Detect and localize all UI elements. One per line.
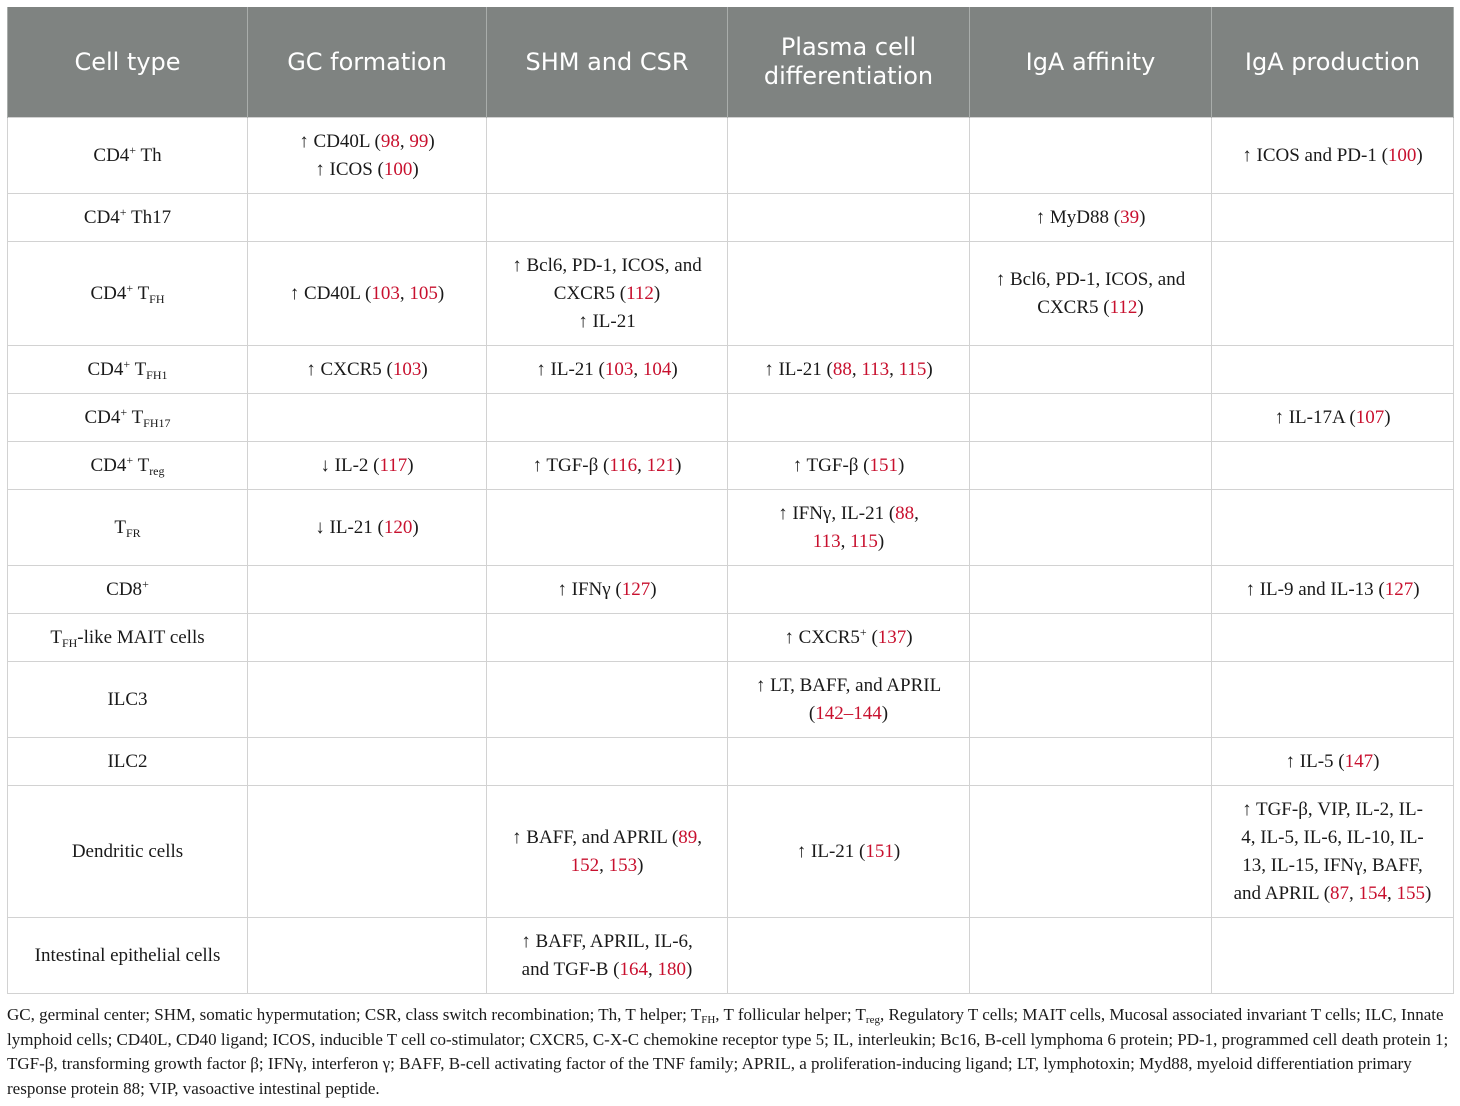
cell-plasma-cell-differentiation xyxy=(728,566,970,614)
cell-shm-csr xyxy=(487,394,728,442)
superscript: + xyxy=(123,356,131,371)
table-row xyxy=(8,918,1454,994)
cell-shm-csr xyxy=(487,662,728,738)
table-row xyxy=(8,442,1454,490)
text-segment: ) xyxy=(1416,144,1423,166)
text-segment: ↑ IL-21 ( xyxy=(796,840,866,862)
cell-shm-csr xyxy=(487,918,728,994)
cell-plasma-cell-differentiation xyxy=(728,738,970,786)
cell-plasma-cell-differentiation xyxy=(728,662,970,738)
text-segment: ↑ BAFF, and APRIL ( xyxy=(512,826,679,848)
reference-number: 147 xyxy=(1344,750,1374,772)
cell-iga-production xyxy=(1212,394,1454,442)
reference-number: 164 xyxy=(619,958,648,980)
cell-shm-csr xyxy=(487,786,728,918)
cell-shm-csr xyxy=(487,118,728,194)
text-segment: ILC3 xyxy=(107,688,148,710)
cell-iga-affinity xyxy=(970,662,1212,738)
cell-gc-formation xyxy=(248,786,487,918)
reference-number: 127 xyxy=(1384,578,1414,600)
cell-gc-formation xyxy=(248,738,487,786)
subscript: reg xyxy=(865,1014,880,1026)
text-segment: ↑ TGF-β, VIP, IL-2, IL- xyxy=(1242,798,1423,820)
reference-number: 113 xyxy=(861,358,890,380)
superscript: + xyxy=(119,204,127,219)
cell-gc-formation xyxy=(248,662,487,738)
cell-iga-production xyxy=(1212,614,1454,662)
text-segment: ↑ ICOS and PD-1 ( xyxy=(1242,144,1388,166)
text-segment: CD4 xyxy=(90,282,127,304)
text-segment: ) xyxy=(898,454,905,476)
text-segment: ) xyxy=(1425,882,1432,904)
text-segment: ) xyxy=(637,854,644,876)
text-segment: CD4 xyxy=(83,206,120,228)
cell-cell-type xyxy=(8,918,248,994)
reference-number: 137 xyxy=(877,626,907,648)
text-segment: ) xyxy=(906,626,913,648)
header-row xyxy=(8,7,1454,118)
text-segment: ) xyxy=(893,840,901,862)
text-segment: CD4 xyxy=(84,406,121,428)
reference-number: 120 xyxy=(383,516,413,538)
cell-cell-type xyxy=(8,242,248,346)
text-segment: and TGF-B ( xyxy=(521,958,620,980)
cell-shm-csr xyxy=(487,614,728,662)
cell-cell-type xyxy=(8,566,248,614)
superscript: + xyxy=(859,624,867,639)
reference-number: 100 xyxy=(1387,144,1417,166)
text-segment: ) xyxy=(671,358,678,380)
cell-iga-affinity xyxy=(970,394,1212,442)
cell-shm-csr xyxy=(487,490,728,566)
text-segment: ↑ IL-21 ( xyxy=(536,358,605,380)
text-segment: ) xyxy=(437,282,445,304)
cell-shm-csr xyxy=(487,442,728,490)
header-iga-affinity: IgA affinity xyxy=(970,7,1212,118)
text-segment: CD8 xyxy=(106,578,143,600)
text-segment: , xyxy=(637,454,647,476)
text-segment: ↑ MyD88 ( xyxy=(1035,206,1121,228)
table-row xyxy=(8,394,1454,442)
table-row xyxy=(8,566,1454,614)
text-segment: ↑ IL-21 xyxy=(578,310,636,332)
table-body xyxy=(8,118,1454,994)
cell-cell-type xyxy=(8,662,248,738)
text-segment: Th xyxy=(136,144,162,166)
cell-iga-affinity xyxy=(970,614,1212,662)
text-segment: ) xyxy=(1137,296,1144,318)
cell-iga-production xyxy=(1212,918,1454,994)
cell-gc-formation xyxy=(248,566,487,614)
cell-plasma-cell-differentiation xyxy=(728,194,970,242)
cell-iga-affinity xyxy=(970,194,1212,242)
superscript: + xyxy=(126,280,134,295)
table-row xyxy=(8,614,1454,662)
subscript: FH xyxy=(61,635,78,650)
cell-shm-csr xyxy=(487,566,728,614)
reference-number: 153 xyxy=(608,854,638,876)
cell-plasma-cell-differentiation xyxy=(728,442,970,490)
text-segment: ↑ TGF-β ( xyxy=(532,454,610,476)
text-segment: , xyxy=(599,854,609,876)
reference-number: 116 xyxy=(609,454,638,476)
reference-number: 115 xyxy=(898,358,927,380)
cell-iga-affinity xyxy=(970,918,1212,994)
reference-number: 103 xyxy=(604,358,634,380)
reference-number: 112 xyxy=(626,282,654,304)
cell-plasma-cell-differentiation xyxy=(728,394,970,442)
cell-plasma-cell-differentiation xyxy=(728,346,970,394)
reference-number: 180 xyxy=(657,958,686,980)
cell-gc-formation xyxy=(248,490,487,566)
reference-number: 88 xyxy=(895,502,915,524)
data-table xyxy=(7,7,1454,994)
text-segment: ↑ LT, BAFF, and APRIL xyxy=(755,674,942,696)
text-segment: 4, IL-5, IL-6, IL-10, IL- xyxy=(1241,826,1424,848)
cell-iga-affinity xyxy=(970,242,1212,346)
text-segment: T xyxy=(130,358,147,380)
text-segment: ↑ IFNγ, IL-21 ( xyxy=(778,502,896,524)
text-segment: Intestinal epithelial cells xyxy=(34,944,221,966)
table-row xyxy=(8,346,1454,394)
text-segment: ) xyxy=(407,454,414,476)
reference-number: 105 xyxy=(409,282,438,304)
reference-number: 155 xyxy=(1396,882,1426,904)
cell-gc-formation xyxy=(248,442,487,490)
table-footnote xyxy=(7,1003,1453,1101)
header-cell-type: Cell type xyxy=(8,7,248,118)
text-segment: ↑ IL-9 and IL-13 ( xyxy=(1245,578,1385,600)
cell-shm-csr xyxy=(487,194,728,242)
text-segment: , xyxy=(840,530,851,552)
cell-cell-type xyxy=(8,490,248,566)
text-segment: ↑ CD40L ( xyxy=(289,282,372,304)
text-segment: ↑ TGF-β ( xyxy=(792,454,870,476)
reference-number: 107 xyxy=(1355,406,1385,428)
cell-iga-affinity xyxy=(970,118,1212,194)
table-header xyxy=(8,7,1454,118)
text-segment: ) xyxy=(1413,578,1420,600)
text-segment: ↑ IL-5 ( xyxy=(1285,750,1345,772)
text-segment: , xyxy=(914,502,919,524)
text-segment: GC, germinal center; SHM, somatic hypermutation; CSR, class switch recombination; Th, T helper; T xyxy=(7,1005,702,1024)
text-segment: ) xyxy=(1373,750,1380,772)
header-iga-production: IgA production xyxy=(1212,7,1454,118)
text-segment: , T follicular helper; T xyxy=(715,1005,866,1024)
cell-cell-type xyxy=(8,194,248,242)
cell-cell-type xyxy=(8,442,248,490)
reference-number: 115 xyxy=(850,530,878,552)
text-segment: ) xyxy=(1384,406,1391,428)
text-segment: CXCR5 ( xyxy=(553,282,627,304)
cell-iga-production xyxy=(1212,118,1454,194)
text-segment: T xyxy=(50,626,62,648)
text-segment: , xyxy=(399,130,410,152)
header-plasma-cell-differentiation: Plasma cell differentiation xyxy=(728,7,970,118)
table-row xyxy=(8,662,1454,738)
cell-gc-formation xyxy=(248,346,487,394)
text-segment: Th17 xyxy=(126,206,172,228)
header-shm-csr: SHM and CSR xyxy=(487,7,728,118)
cell-iga-production xyxy=(1212,662,1454,738)
table-row xyxy=(8,242,1454,346)
text-segment: ↑ CXCR5 ( xyxy=(306,358,393,380)
text-segment: , xyxy=(1387,882,1397,904)
table-row xyxy=(8,738,1454,786)
text-segment: ↑ BAFF, APRIL, IL-6, xyxy=(521,930,693,952)
reference-number: 39 xyxy=(1120,206,1140,228)
cell-plasma-cell-differentiation xyxy=(728,490,970,566)
text-segment: , xyxy=(1349,882,1359,904)
superscript: + xyxy=(120,404,128,419)
text-segment: and APRIL ( xyxy=(1233,882,1331,904)
superscript: + xyxy=(129,142,137,157)
cell-gc-formation xyxy=(248,118,487,194)
text-segment: ) xyxy=(412,516,419,538)
text-segment: ) xyxy=(653,282,661,304)
reference-number: 121 xyxy=(646,454,676,476)
text-segment: ) xyxy=(1139,206,1146,228)
text-segment: , xyxy=(889,358,899,380)
cell-gc-formation xyxy=(248,242,487,346)
text-segment: ↑ Bcl6, PD-1, ICOS, and xyxy=(995,268,1186,290)
cell-iga-affinity xyxy=(970,738,1212,786)
text-segment: ( xyxy=(808,702,816,724)
cell-iga-production xyxy=(1212,442,1454,490)
text-segment: ( xyxy=(866,626,878,648)
text-segment: CD4 xyxy=(90,454,127,476)
text-segment: CD4 xyxy=(87,358,124,380)
reference-number: 142–144 xyxy=(815,702,882,724)
text-segment: 13, IL-15, IFNγ, BAFF, xyxy=(1242,854,1423,876)
text-segment: ↓ IL-21 ( xyxy=(315,516,384,538)
reference-number: 117 xyxy=(379,454,408,476)
text-segment: ) xyxy=(926,358,933,380)
subscript: FH xyxy=(149,291,165,306)
reference-number: 127 xyxy=(621,578,651,600)
cell-iga-production xyxy=(1212,346,1454,394)
reference-number: 89 xyxy=(678,826,698,848)
reference-number: 99 xyxy=(409,130,429,152)
cell-iga-production xyxy=(1212,566,1454,614)
text-segment: , xyxy=(647,958,658,980)
table-row xyxy=(8,118,1454,194)
text-segment: ↑ CXCR5 xyxy=(784,626,860,648)
table-row xyxy=(8,490,1454,566)
text-segment: T xyxy=(133,454,150,476)
text-segment: Dendritic cells xyxy=(71,840,184,862)
cell-cell-type xyxy=(8,614,248,662)
text-segment: ) xyxy=(428,130,435,152)
cell-plasma-cell-differentiation xyxy=(728,918,970,994)
text-segment: ) xyxy=(685,958,693,980)
cell-plasma-cell-differentiation xyxy=(728,614,970,662)
text-segment: ↑ IL-21 ( xyxy=(764,358,833,380)
cell-gc-formation xyxy=(248,918,487,994)
text-segment: , xyxy=(851,358,862,380)
text-segment: ILC2 xyxy=(107,750,148,772)
cell-iga-production xyxy=(1212,490,1454,566)
cell-iga-affinity xyxy=(970,346,1212,394)
text-segment: , xyxy=(633,358,643,380)
reference-number: 87 xyxy=(1330,882,1350,904)
text-segment: , xyxy=(399,282,410,304)
subscript: FH17 xyxy=(143,415,171,430)
cell-iga-affinity xyxy=(970,786,1212,918)
cell-shm-csr xyxy=(487,738,728,786)
text-segment: ) xyxy=(877,530,885,552)
cell-plasma-cell-differentiation xyxy=(728,118,970,194)
cell-cell-type xyxy=(8,118,248,194)
cell-cell-type xyxy=(8,738,248,786)
text-segment: CXCR5 ( xyxy=(1037,296,1110,318)
reference-number: 98 xyxy=(380,130,400,152)
text-segment: , Regulatory T cells; MAIT cells, Mucosal associated invariant T cells; ILC, Innate lymphoid cells; CD40L, CD40 ligand; ICOS, inducible T cell co-stimulator; CXCR5, C-X-C chemokine receptor type 5; IL, interleukin; Bc16, B-cell lymphoma 6 protein; PD-1, programmed cell death protein 1; TGF-β, transforming growth factor β; IFNγ, interferon γ; BAFF, B-cell activating factor of the TNF family; APRIL, a proliferation-inducing ligand; LT, lymphotoxin; Myd88, myeloid differentiation primary response protein 88; VIP, vasoactive intestinal peptide. xyxy=(7,1005,1449,1098)
reference-number: 88 xyxy=(832,358,852,380)
text-segment: ) xyxy=(650,578,657,600)
cell-gc-formation xyxy=(248,194,487,242)
table-row xyxy=(8,786,1454,918)
superscript: + xyxy=(142,576,149,591)
subscript: FH xyxy=(701,1014,716,1026)
cell-cell-type xyxy=(8,394,248,442)
text-segment: ↑ CD40L ( xyxy=(299,130,381,152)
cell-iga-affinity xyxy=(970,442,1212,490)
cell-gc-formation xyxy=(248,614,487,662)
cell-gc-formation xyxy=(248,394,487,442)
cell-iga-production xyxy=(1212,786,1454,918)
subscript: reg xyxy=(149,463,165,478)
cell-plasma-cell-differentiation xyxy=(728,786,970,918)
reference-number: 104 xyxy=(642,358,672,380)
reference-number: 100 xyxy=(383,158,413,180)
cell-iga-production xyxy=(1212,242,1454,346)
text-segment: ↑ IL-17A ( xyxy=(1274,406,1356,428)
text-segment: ) xyxy=(421,358,428,380)
reference-number: 103 xyxy=(371,282,400,304)
subscript: FR xyxy=(125,525,141,540)
cell-iga-affinity xyxy=(970,490,1212,566)
cell-iga-affinity xyxy=(970,566,1212,614)
text-segment: T xyxy=(114,516,126,538)
reference-number: 154 xyxy=(1358,882,1388,904)
reference-number: 112 xyxy=(1109,296,1138,318)
reference-number: 113 xyxy=(812,530,841,552)
cell-iga-production xyxy=(1212,194,1454,242)
cell-cell-type xyxy=(8,346,248,394)
text-segment: ↓ IL-2 ( xyxy=(320,454,380,476)
cell-shm-csr xyxy=(487,346,728,394)
cell-shm-csr xyxy=(487,242,728,346)
cell-cell-type xyxy=(8,786,248,918)
text-segment: CD4 xyxy=(93,144,130,166)
table-row xyxy=(8,194,1454,242)
text-segment: ) xyxy=(412,158,419,180)
text-segment: -like MAIT cells xyxy=(77,626,205,648)
reference-number: 151 xyxy=(865,840,894,862)
reference-number: 151 xyxy=(869,454,899,476)
cell-iga-production xyxy=(1212,738,1454,786)
cell-plasma-cell-differentiation xyxy=(728,242,970,346)
subscript: FH1 xyxy=(146,367,168,382)
text-segment: ↑ Bcl6, PD-1, ICOS, and xyxy=(512,254,702,276)
text-segment: ↑ IFNγ ( xyxy=(557,578,622,600)
text-segment: , xyxy=(697,826,702,848)
text-segment: ) xyxy=(675,454,682,476)
text-segment: ) xyxy=(881,702,889,724)
superscript: + xyxy=(126,452,134,467)
header-gc-formation: GC formation xyxy=(248,7,487,118)
reference-number: 152 xyxy=(570,854,600,876)
text-segment: ↑ ICOS ( xyxy=(315,158,384,180)
text-segment: T xyxy=(127,406,144,428)
text-segment: T xyxy=(133,282,150,304)
reference-number: 103 xyxy=(392,358,422,380)
